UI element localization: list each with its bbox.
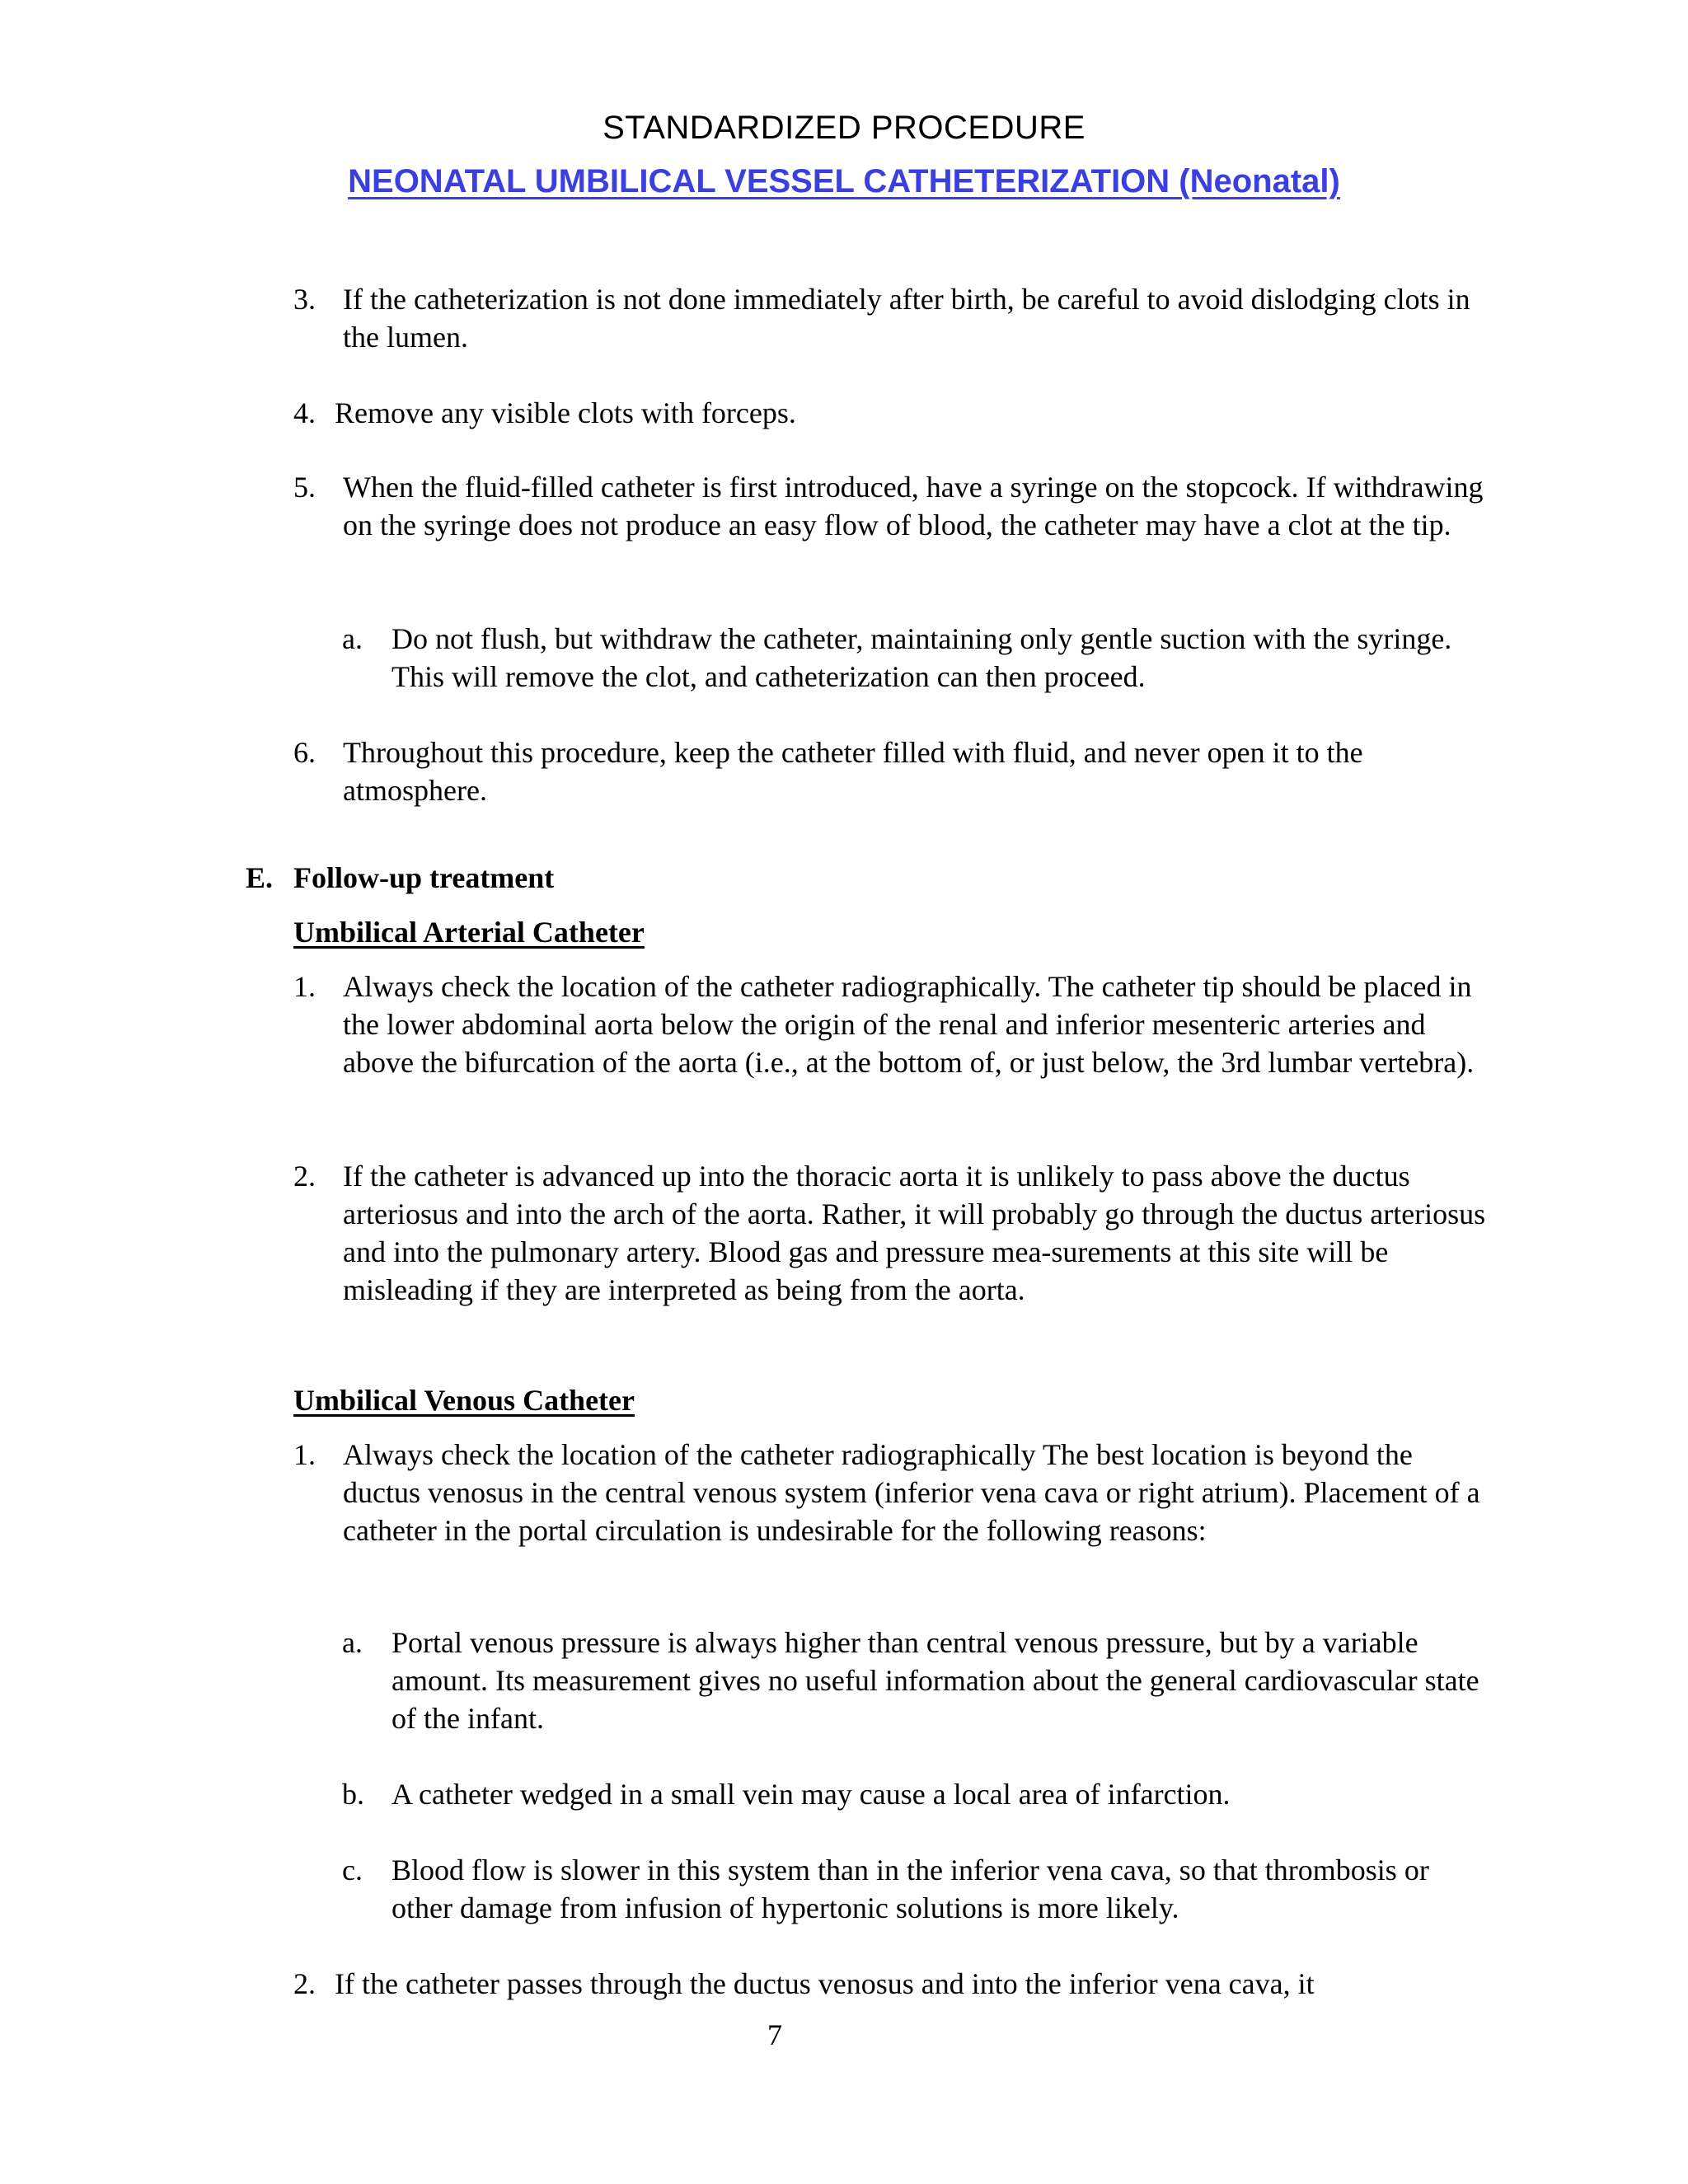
- procedure-title-link[interactable]: NEONATAL UMBILICAL VESSEL CATHETERIZATION (Neonatal): [348, 163, 1340, 199]
- list-letter: a.: [342, 1626, 363, 1659]
- arterial-item-1: [293, 968, 1489, 1081]
- list-item-5: [293, 468, 1489, 544]
- list-text: If the catheter passes through the ductus venosus and into the inferior vena cava, it: [335, 1967, 1315, 2000]
- venous-item-1: [293, 1436, 1489, 1549]
- arterial-catheter-heading: Umbilical Arterial Catheter: [293, 916, 645, 949]
- section-letter: E.: [246, 861, 274, 894]
- section-title: Follow-up treatment: [293, 861, 555, 894]
- list-text: If the catheter is advanced up into the thoracic aorta it is unlikely to pass above the ductus arteriosus and into the arch of the aorta. Rather, it will probably go through the ductus arteriosus and into the pulmonary artery. Blood gas and pressure mea-surements at this site will be misleading if they are interpreted as being from the aorta.: [343, 1160, 1486, 1306]
- list-text: When the fluid-filled catheter is first introduced, have a syringe on the stopcock. If withdrawing on the syringe does not produce an easy flow of blood, the catheter may have a clot at the tip.: [343, 471, 1484, 541]
- list-text: Blood flow is slower in this system than in the inferior vena cava, so that thrombosis or other damage from infusion of hypertonic solutions is more likely.: [392, 1854, 1429, 1924]
- list-number: 5.: [293, 471, 316, 504]
- procedure-title: [0, 157, 1688, 206]
- list-letter: b.: [342, 1778, 364, 1811]
- list-item-4: [293, 394, 1489, 432]
- venous-sub-item-b: [342, 1775, 1489, 1813]
- page-number: 7: [767, 2018, 782, 2051]
- venous-item-2: [293, 1965, 1489, 2003]
- list-text: Do not flush, but withdraw the catheter, maintaining only gentle suction with the syringe. This will remove the clot, and catheterization can then proceed.: [392, 622, 1452, 693]
- list-item-3: [293, 280, 1489, 356]
- list-text: A catheter wedged in a small vein may cause a local area of infarction.: [392, 1778, 1231, 1811]
- venous-catheter-heading: Umbilical Venous Catheter: [293, 1384, 635, 1417]
- list-number: 2.: [293, 1160, 316, 1193]
- list-text: Portal venous pressure is always higher than central venous pressure, but by a variable amount. Its measurement gives no useful information about the general cardiovascular state of the infant.: [392, 1626, 1479, 1735]
- sub-list-item-a: [342, 620, 1489, 696]
- venous-sub-item-c: [342, 1851, 1489, 1927]
- list-letter: a.: [342, 622, 363, 655]
- list-number: 3.: [293, 283, 316, 316]
- list-number: 6.: [293, 736, 316, 769]
- list-letter: c.: [342, 1854, 363, 1886]
- list-text: If the catheterization is not done immediately after birth, be careful to avoid dislodging clots in the lumen.: [343, 283, 1470, 354]
- list-item-6: [293, 733, 1489, 809]
- list-number: 4.: [293, 396, 316, 429]
- list-number: 1.: [293, 1438, 316, 1471]
- arterial-item-2: [293, 1157, 1489, 1309]
- venous-sub-item-a: [342, 1624, 1489, 1737]
- list-number: 1.: [293, 970, 316, 1003]
- list-text: Always check the location of the catheter radiographically The best location is beyond the ductus venosus in the central venous system (inferior vena cava or right atrium). Placement of a catheter in the portal circulation is undesirable for the following reasons:: [343, 1438, 1480, 1547]
- document-header-title: STANDARDIZED PROCEDURE: [603, 110, 1085, 146]
- list-text: Remove any visible clots with forceps.: [335, 396, 796, 429]
- list-number: 2.: [293, 1967, 316, 2000]
- list-text: Throughout this procedure, keep the catheter filled with fluid, and never open it to the atmosphere.: [343, 736, 1363, 807]
- list-text: Always check the location of the catheter radiographically. The catheter tip should be placed in the lower abdominal aorta below the origin of the renal and inferior mesenteric arteries and above the bifurcation of the aorta (i.e., at the bottom of, or just below, the 3rd lumbar vertebra).: [343, 970, 1475, 1079]
